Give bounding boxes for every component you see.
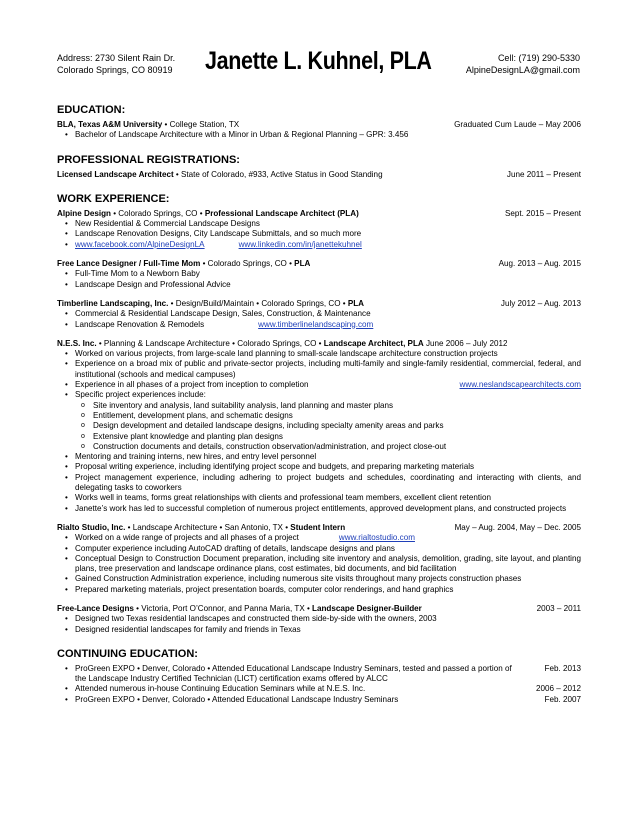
job-header	[57, 299, 581, 309]
list-item: • Project management experience, including adhering to project budgets and schedules, coordinating and interacting with clients, and delegating tasks to coworkers	[57, 473, 581, 494]
list-item	[57, 320, 581, 330]
job-freelance-mom	[57, 259, 581, 290]
list-item: • Landscape Design and Professional Advice	[57, 280, 581, 290]
timberline-link[interactable]: www.timberlinelandscaping.com	[258, 319, 374, 329]
job-location: • Design/Build/Maintain • Colorado Springs, CO •	[168, 298, 348, 308]
item-date: Feb. 2007	[544, 694, 581, 704]
sub-list-item: o Design development and detailed landscape designs, including specialty amenity areas and parks	[57, 421, 581, 431]
job-role: Professional Landscape Architect (PLA)	[204, 208, 359, 218]
school-name: BLA, Texas A&M University	[57, 120, 163, 129]
job-nes	[57, 339, 581, 514]
list-item	[57, 240, 581, 250]
sub-list-item: o Site inventory and analysis, land suitability analysis, land planning and master plans	[57, 401, 581, 411]
job-header	[57, 209, 581, 219]
registration-date: June 2011 – Present	[506, 169, 581, 179]
linkedin-link[interactable]: www.linkedin.com/in/janettekuhnel	[238, 239, 362, 249]
list-item: • Gained Construction Administration experience, including numerous site visits throughout many projects construction phases	[57, 574, 581, 584]
job-org: N.E.S. Inc.	[57, 338, 97, 348]
list-item: • Janette’s work has led to successful completion of numerous project entitlements, approved development plans, and constructed projects	[57, 504, 581, 514]
list-item-text: • ProGreen EXPO • Denver, Colorado • Attended Educational Landscape Industry Seminars	[75, 694, 399, 704]
sub-list-item: o Entitlement, development plans, and schematic designs	[57, 411, 581, 421]
facebook-link[interactable]: www.facebook.com/AlpineDesignLA	[75, 239, 205, 249]
job-header	[57, 604, 581, 614]
list-item: • Full-Time Mom to a Newborn Baby	[57, 269, 581, 279]
list-item: • Experience on a broad mix of public and private-sector projects, including multi-family and single-family residential, commercial, federal, and institutional (schools and medical campuses)	[57, 359, 581, 380]
job-header	[57, 259, 581, 269]
job-rialto	[57, 523, 581, 595]
job-role: Student Intern	[290, 522, 346, 532]
list-item	[57, 533, 581, 543]
job-location: • Planning & Landscape Architecture • Colorado Springs, CO •	[96, 338, 324, 348]
email-address[interactable]: AlpineDesignLA@gmail.com	[465, 65, 580, 75]
job-location: • Colorado Springs, CO •	[110, 208, 205, 218]
list-item-text: Landscape Renovation & Remodels	[75, 319, 205, 329]
address-line-1: Address: 2730 Silent Rain Dr.	[57, 53, 176, 63]
list-item-text: • Experience in all phases of a project from inception to completion	[75, 380, 309, 390]
job-org: Free Lance Designer / Full-Time Mom	[57, 259, 201, 269]
registration-entry	[57, 170, 581, 180]
cell-phone: Cell: (719) 290-5330	[497, 53, 580, 63]
list-item: • Designed residential landscapes for family and friends in Texas	[57, 625, 581, 635]
job-alpine-design	[57, 209, 581, 250]
registration-name: Licensed Landscape Architect	[57, 169, 174, 179]
job-location: • Landscape Architecture • San Antonio, TX •	[125, 522, 291, 532]
job-freelance-designs	[57, 604, 581, 635]
job-role: Landscape Designer-Builder	[312, 603, 422, 613]
list-item: • Landscape Renovation Designs, City Landscape Submittals, and so much more	[57, 229, 581, 239]
registrations-section	[57, 154, 581, 180]
job-date: Aug. 2013 – Aug. 2015	[498, 259, 581, 269]
job-role: Landscape Architect, PLA	[323, 338, 424, 348]
section-title: WORK EXPERIENCE:	[57, 192, 170, 205]
list-item: • New Residential & Commercial Landscape Designs	[57, 219, 581, 229]
header-address	[57, 52, 175, 76]
list-item	[57, 380, 581, 390]
job-date: 2003 – 2011	[536, 603, 581, 613]
header-contact	[466, 52, 580, 76]
school-location: • College Station, TX	[162, 120, 240, 129]
list-item: • Bachelor of Landscape Architecture with a Minor in Urban & Regional Planning – GPR: 3.456	[57, 130, 581, 140]
list-item: • Mentoring and training interns, new hires, and entry level personnel	[57, 452, 581, 462]
education-section	[57, 104, 581, 141]
sub-list-item: o Extensive plant knowledge and planting plan designs	[57, 432, 581, 442]
address-line-2: Colorado Springs, CO 80919	[57, 65, 173, 75]
list-item: • Works well in teams, forms great relationships with clients and professional team members, excellent client retention	[57, 493, 581, 503]
list-item: • Proposal writing experience, including identifying project scope and budgets, and preparing marketing materials	[57, 462, 581, 472]
job-header	[57, 523, 581, 533]
section-title: EDUCATION:	[57, 104, 126, 116]
resume-name: Janette L. Kuhnel, PLA	[205, 47, 432, 75]
list-item: • Specific project experiences include:	[57, 390, 581, 400]
job-date: May – Aug. 2004, May – Dec. 2005	[454, 522, 581, 532]
list-item-text: • Attended numerous in-house Continuing Education Seminars while at N.E.S. Inc.	[75, 684, 366, 694]
education-date: Graduated Cum Laude – May 2006	[454, 120, 581, 129]
section-title: PROFESSIONAL REGISTRATIONS:	[57, 153, 240, 166]
list-item-text: • ProGreen EXPO • Denver, Colorado • Attended Educational Landscape Industry Seminars, tested and passed a portion of the Landscape Industry Certified Technician (LICT) certification exams offered by ALCC	[75, 663, 512, 684]
work-section	[57, 193, 581, 635]
section-title: CONTINUING EDUCATION:	[57, 647, 198, 660]
job-role: PLA	[294, 259, 311, 269]
job-date: June 2006 – July 2012	[423, 338, 508, 348]
sub-list-item: o Construction documents and details, construction observation/administration, and project close-out	[57, 442, 581, 452]
education-entry	[57, 120, 581, 130]
job-org: Alpine Design	[57, 208, 111, 218]
job-org: Free-Lance Designs	[57, 603, 134, 613]
list-item	[57, 664, 581, 685]
job-location: • Colorado Springs, CO •	[200, 259, 295, 269]
item-date: 2006 – 2012	[535, 684, 581, 694]
job-header	[57, 339, 581, 349]
registration-detail: • State of Colorado, #933, Active Status in Good Standing	[173, 169, 383, 179]
list-item: • Commercial & Residential Landscape Design, Sales, Construction, & Maintenance	[57, 309, 581, 319]
job-location: • Victoria, Port O’Connor, and Panna Maria, TX •	[133, 603, 313, 613]
job-role: PLA	[347, 298, 365, 308]
list-item	[57, 695, 581, 705]
rialto-link[interactable]: www.rialtostudio.com	[338, 533, 415, 543]
resume-body	[57, 104, 581, 718]
job-date: July 2012 – Aug. 2013	[500, 298, 581, 308]
list-item-text: Worked on a wide range of projects and all phases of a project	[75, 533, 299, 543]
list-item: • Worked on various projects, from large-scale land planning to small-scale landscape architecture construction projects	[57, 349, 581, 359]
job-date: Sept. 2015 – Present	[504, 208, 581, 218]
list-item	[57, 684, 581, 694]
job-timberline	[57, 299, 581, 330]
list-item: • Conceptual Design to Construction Document preparation, including site inventory and analysis, demolition, grading, site layout, and planting plans, tree preservation and landscape ordinance plans, cost estimates, bid documents, and bid facilitation	[57, 554, 581, 575]
item-date: Feb. 2013	[544, 663, 581, 673]
job-org: Rialto Studio, Inc.	[57, 522, 126, 532]
list-item: • Prepared marketing materials, project presentation boards, computer color renderings, and hand graphics	[57, 585, 581, 595]
nes-link[interactable]: www.neslandscapearchitects.com	[459, 380, 581, 390]
continuing-education-section	[57, 648, 581, 705]
list-item: • Designed two Texas residential landscapes and constructed them side-by-side with the owners, 2003	[57, 614, 581, 624]
job-org: Timberline Landscaping, Inc.	[57, 298, 169, 308]
list-item: • Computer experience including AutoCAD drafting of details, landscape designs and plans	[57, 544, 581, 554]
